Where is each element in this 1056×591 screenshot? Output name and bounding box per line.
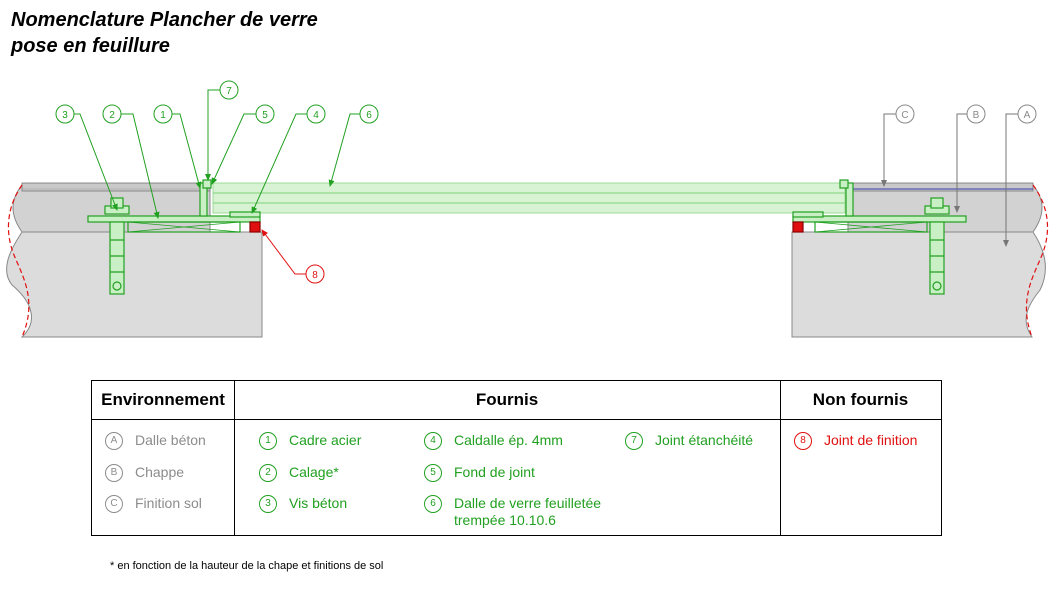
legend-item-A (105, 432, 206, 450)
callout-8 (306, 265, 324, 283)
legend-item-3 (259, 495, 347, 513)
badge-8: 8 (794, 432, 812, 450)
leader-8 (262, 230, 306, 274)
svg-text:2: 2 (109, 110, 115, 121)
legend-label-5: Fond de joint (454, 464, 535, 480)
legend-item-C (105, 495, 202, 513)
svg-text:B: B (972, 110, 980, 121)
legend-item-6 (424, 495, 601, 529)
badge-C: C (105, 495, 123, 513)
legend-label-7: Joint étanchéité (655, 432, 754, 448)
svg-text:5: 5 (262, 110, 268, 121)
callout-3 (56, 105, 74, 123)
footnote: * en fonction de la hauteur de la chape et finitions de sol (110, 560, 384, 572)
legend-col-non-fournis (780, 381, 941, 535)
callout-5 (256, 105, 274, 123)
legend-label-6-line2: trempée 10.10.6 (454, 512, 556, 528)
callout-6 (360, 105, 378, 123)
badge-7: 7 (625, 432, 643, 450)
legend-label-C: Finition sol (135, 495, 202, 511)
legend-label-3: Vis béton (289, 495, 348, 511)
legend-label-6-line1: Dalle de verre feuilletée (454, 495, 602, 511)
svg-text:C: C (901, 110, 909, 121)
svg-text:4: 4 (313, 110, 319, 121)
legend-item-7 (625, 432, 753, 450)
badge-B: B (105, 464, 123, 482)
legend-item-4 (424, 432, 563, 450)
legend-header-non-fournis: Non fournis (780, 381, 941, 420)
legend-item-1 (259, 432, 361, 450)
badge-1: 1 (259, 432, 277, 450)
callout-7 (220, 81, 238, 99)
legend-label-1: Cadre acier (289, 432, 362, 448)
title-line-1: Nomenclature Plancher de verre (11, 9, 318, 31)
leader-C (884, 114, 896, 186)
legend-label-2: Calage* (289, 464, 339, 480)
badge-A: A (105, 432, 123, 450)
callout-B (967, 105, 985, 123)
legend-item-2 (259, 464, 339, 482)
badge-3: 3 (259, 495, 277, 513)
title-line-2: pose en feuillure (11, 35, 170, 57)
badge-6: 6 (424, 495, 442, 513)
legend-col-fournis (234, 381, 781, 535)
leader-6 (330, 114, 360, 186)
legend-label-B: Chappe (135, 464, 185, 480)
legend-header-fournis: Fournis (234, 381, 780, 420)
badge-2: 2 (259, 464, 277, 482)
legend-label-6 (454, 495, 601, 529)
callout-A (1018, 105, 1036, 123)
svg-text:3: 3 (62, 110, 68, 121)
svg-text:8: 8 (312, 270, 318, 281)
callout-1 (154, 105, 172, 123)
callout-C (896, 105, 914, 123)
legend-label-8: Joint de finition (824, 432, 918, 448)
svg-text:6: 6 (366, 110, 372, 121)
callout-2 (103, 105, 121, 123)
leader-1 (172, 114, 200, 188)
legend-header-environnement: Environnement (92, 381, 234, 420)
legend-label-A: Dalle béton (135, 432, 206, 448)
svg-text:A: A (1023, 110, 1031, 121)
legend-item-8 (794, 432, 917, 450)
legend-item-B (105, 464, 184, 482)
legend-table (91, 380, 942, 536)
legend-label-4: Caldalle ép. 4mm (454, 432, 563, 448)
svg-text:7: 7 (226, 86, 232, 97)
badge-5: 5 (424, 464, 442, 482)
glass-slab (213, 183, 845, 213)
leader-7 (208, 90, 220, 180)
badge-4: 4 (424, 432, 442, 450)
legend-col-environnement (92, 381, 235, 535)
callout-4 (307, 105, 325, 123)
svg-text:1: 1 (160, 110, 166, 121)
leader-5 (212, 114, 256, 184)
legend-item-5 (424, 464, 535, 482)
